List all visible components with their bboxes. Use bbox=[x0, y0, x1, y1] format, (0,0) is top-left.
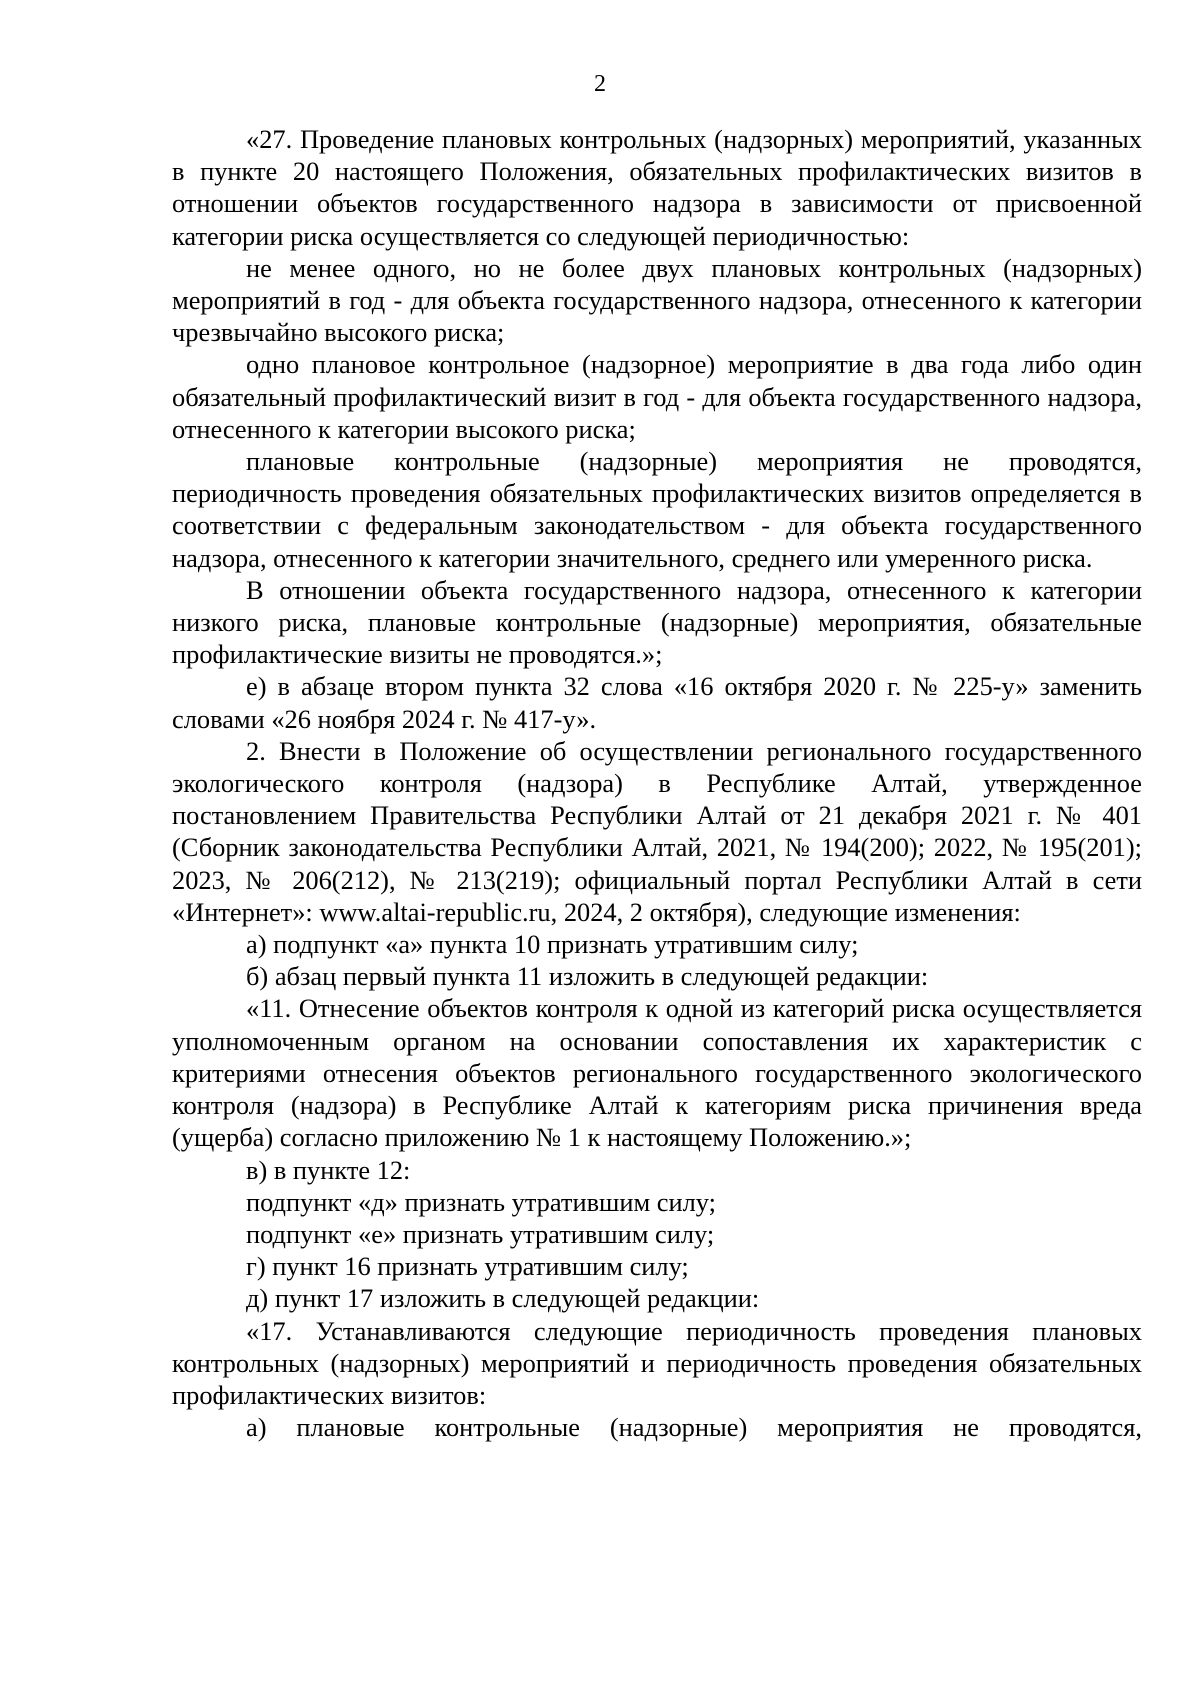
paragraph: б) абзац первый пункта 11 изложить в следующей редакции: bbox=[246, 961, 929, 992]
paragraph: а) плановые контрольные (надзорные) мероприятия не проводятся, bbox=[246, 1412, 1142, 1443]
paragraph: а) подпункт «а» пункта 10 признать утратившим силу; bbox=[246, 929, 859, 960]
paragraph: «27. Проведение плановых контрольных (надзорных) мероприятий, указанных в пункте 20 настоящего Положения, обязательных профилактических визитов в отношении объектов государственного надзора в зависимости от присвоенной категории риска осуществляется со следующей периодичностью: bbox=[172, 124, 1142, 251]
paragraph: «11. Отнесение объектов контроля к одной из категорий риска осуществляется уполномоченным органом на основании сопоставления их характеристик с критериями отнесения объектов регионального государственного экологического контроля (надзора) в Республике Алтай к категориям риска причинения вреда (ущерба) согласно приложению № 1 к настоящему Положению.»; bbox=[172, 993, 1142, 1153]
paragraph: подпункт «д» признать утратившим силу; bbox=[246, 1186, 716, 1217]
paragraph: не менее одного, но не более двух плановых контрольных (надзорных) мероприятий в год - для объекта государственного надзора, отнесенного к категории чрезвычайно высокого риска; bbox=[172, 252, 1142, 348]
paragraph: «17. Устанавливаются следующие периодичность проведения плановых контрольных (надзорных) мероприятий и периодичность проведения обязательных профилактических визитов: bbox=[172, 1315, 1142, 1410]
paragraph: 2. Внести в Положение об осуществлении регионального государственного экологического контроля (надзора) в Республике Алтай, утвержденное постановлением Правительства Республики Алтай от 21 декабря 2021 г. № 401 (Сборник законодательства Республики Алтай, 2021, № 194(200); 2022, № 195(201); 2023, № 206(212), № 213(219); официальный портал Республики Алтай в сети «Интернет»: www.altai-republic.ru, 2024, 2 октября), следующие изменения: bbox=[172, 735, 1142, 927]
page-number: 2 bbox=[594, 71, 606, 97]
document-body bbox=[172, 123, 1142, 1443]
paragraph: В отношении объекта государственного надзора, отнесенного к категории низкого риска, плановые контрольные (надзорные) мероприятия, обязательные профилактические визиты не проводятся.»; bbox=[172, 574, 1142, 670]
paragraph: г) пункт 16 признать утратившим силу; bbox=[246, 1251, 689, 1282]
paragraph: в) в пункте 12: bbox=[246, 1154, 411, 1185]
paragraph: д) пункт 17 изложить в следующей редакции: bbox=[246, 1283, 760, 1314]
paragraph: подпункт «е» признать утратившим силу; bbox=[246, 1218, 715, 1249]
paragraph: одно плановое контрольное (надзорное) мероприятие в два года либо один обязательный профилактический визит в год - для объекта государственного надзора, отнесенного к категории высокого риска; bbox=[172, 349, 1142, 444]
paragraph: е) в абзаце втором пункта 32 слова «16 октября 2020 г. № 225-у» заменить словами «26 ноября 2024 г. № 417-у». bbox=[172, 671, 1142, 734]
paragraph: плановые контрольные (надзорные) мероприятия не проводятся, периодичность проведения обязательных профилактических визитов определяется в соответствии с федеральным законодательством - для объекта государственного надзора, отнесенного к категории значительного, среднего или умеренного риска. bbox=[172, 446, 1142, 573]
